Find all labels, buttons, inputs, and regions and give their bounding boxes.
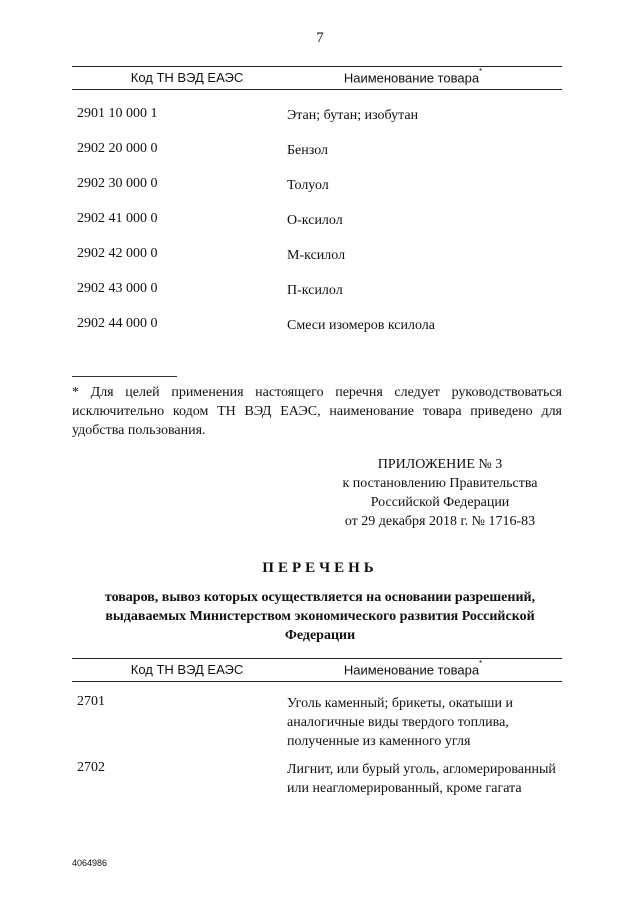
code-cell: 2902 43 000 0 (77, 281, 158, 296)
table-row (72, 316, 562, 351)
page-number: 7 (316, 30, 324, 46)
footnote: * Для целей применения настоящего перечня следует руководствоваться исключительно кодом ТН ВЭД ЕАЭС, наименование товара приведено для удобства пользования. (72, 385, 562, 438)
header-code: Код ТН ВЭД ЕАЭС (130, 662, 244, 677)
appendix-block (320, 455, 560, 531)
table-row (72, 281, 562, 316)
list-title: ПЕРЕЧЕНЬ (262, 560, 378, 576)
code-cell: 2701 (77, 694, 105, 709)
code-cell: 2902 44 000 0 (77, 316, 158, 331)
code-cell: 2902 42 000 0 (77, 246, 158, 261)
header-name: Наименование товара* (343, 659, 483, 678)
code-cell: 2902 20 000 0 (77, 141, 158, 156)
code-cell: 2702 (77, 760, 105, 775)
appendix-date: от 29 декабря 2018 г. № 1716-83 (344, 514, 536, 529)
table-row (72, 760, 562, 826)
name-cell: П-ксилол (287, 283, 343, 298)
table-row (72, 176, 562, 211)
code-cell: 2901 10 000 1 (77, 106, 158, 121)
code-cell: 2902 30 000 0 (77, 176, 158, 191)
document-id: 4064986 (72, 858, 108, 868)
name-cell: Этан; бутан; изобутан (287, 108, 419, 123)
table-row (72, 246, 562, 281)
name-cell: Смеси изомеров ксилола (287, 318, 435, 333)
header-name: Наименование товара* (343, 67, 483, 86)
goods-table-1 (72, 66, 562, 335)
footnote-divider (72, 376, 177, 377)
table-header (72, 66, 562, 90)
name-cell: Толуол (287, 178, 329, 193)
name-cell: М-ксилол (287, 248, 346, 263)
appendix-line: к постановлению Правительства (342, 476, 538, 491)
name-cell: Уголь каменный; брикеты, окатыши и аналогичные виды твердого топлива, полученные из каменного угля (287, 696, 513, 749)
table-header (72, 658, 562, 682)
appendix-line: Российской Федерации (370, 495, 510, 510)
footnote-mark: * (479, 659, 483, 668)
name-cell: Лигнит, или бурый уголь, агломерированный или неагломерированный, кроме гагата (287, 762, 556, 796)
table-row (72, 141, 562, 176)
table-row (72, 694, 562, 760)
header-code: Код ТН ВЭД ЕАЭС (130, 70, 244, 85)
name-cell: О-ксилол (287, 213, 343, 228)
code-cell: 2902 41 000 0 (77, 211, 158, 226)
footnote-mark: * (479, 67, 483, 76)
appendix-title: ПРИЛОЖЕНИЕ № 3 (377, 457, 503, 472)
list-subtitle: товаров, вывоз которых осуществляется на основании разрешений, выдаваемых Министерством экономического развития Российской Федерации (104, 590, 536, 643)
table-row (72, 106, 562, 141)
goods-table-2 (72, 658, 562, 814)
table-row (72, 211, 562, 246)
name-cell: Бензол (287, 143, 328, 158)
